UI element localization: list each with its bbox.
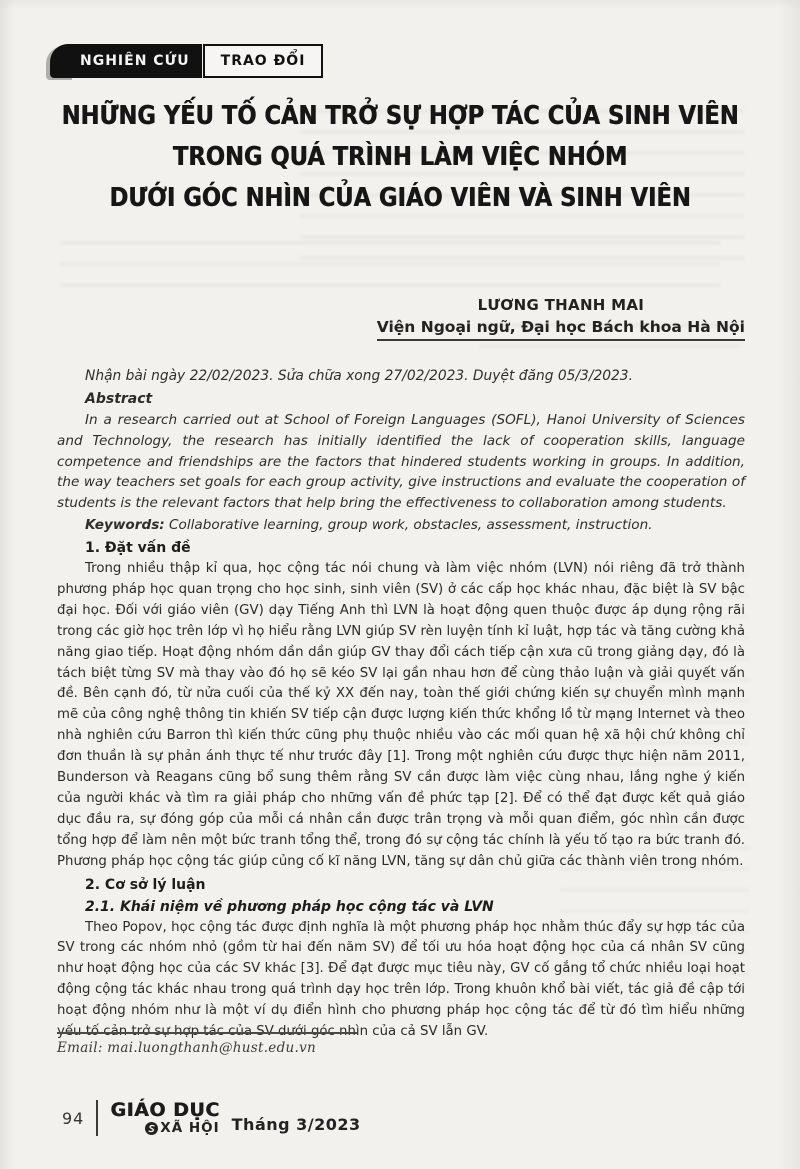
abstract-text: In a research carried out at School of Foreign Languages (SOFL), Hanoi University of Sciences and Technology, the research has initially identified the lack of cooperation skills, language competence and friendships are the factors that hindered students working in groups. In addition, the way teachers set goals for each group activity, give instructions and evaluate the cooperation of students is the relevant factors that help bring the effectiveness to collaboration among students. <box>57 412 745 512</box>
section-2-1-subheading: 2.1. Khái niệm về phương pháp học cộng tác và LVN <box>85 898 494 915</box>
article-body <box>57 366 745 1043</box>
badge-category-label: NGHIÊN CỨU <box>76 44 202 78</box>
page-footer <box>62 1100 361 1136</box>
article-title-line-1: NHỮNG YẾU TỐ CẢN TRỞ SỰ HỢP TÁC CỦA SINH VIÊN <box>61 101 739 131</box>
article-title-line-3: DƯỚI GÓC NHÌN CỦA GIÁO VIÊN VÀ SINH VIÊN <box>109 183 691 213</box>
badge-corner-decoration <box>50 44 76 78</box>
section-badge <box>50 44 323 78</box>
issue-date: Tháng 3/2023 <box>231 1115 361 1134</box>
abstract-heading: Abstract <box>85 391 153 407</box>
section-2-heading: 2. Cơ sở lý luận <box>85 876 206 893</box>
journal-logo-line-2-wrap <box>110 1119 220 1136</box>
article-title-line-2: TRONG QUÁ TRÌNH LÀM VIỆC NHÓM <box>172 142 628 172</box>
journal-logo-line-2: XÃ HỘI <box>160 1119 220 1136</box>
journal-logo <box>110 1098 220 1136</box>
author-footnote <box>57 1032 387 1056</box>
submission-dates: Nhận bài ngày 22/02/2023. Sửa chữa xong 27/02/2023. Duyệt đăng 05/3/2023. <box>85 368 633 384</box>
footnote-divider <box>57 1032 357 1034</box>
page-number: 94 <box>62 1108 85 1128</box>
section-1-paragraph: Trong nhiều thập kỉ qua, học cộng tác nói chung và làm việc nhóm (LVN) nói riêng đã trở thành phương pháp học quan trọng cho học sinh, sinh viên (SV) ở các cấp học khác nhau, đặc biệt là SV bậc đại học. Đối với giáo viên (GV) dạy Tiếng Anh thì LVN là hoạt động quen thuộc được áp dụng rộng rãi trong các giờ học trên lớp vì họ hiểu rằng LVN giúp SV rèn luyện tính kỉ luật, hợp tác và tăng cường khả năng giao tiếp. Hoạt động nhóm dần dần giúp GV thay đổi cách tiếp cận xưa cũ trong giảng dạy, đó là tách biệt từng SV mà thay vào đó họ sẽ kéo SV lại gần nhau hơn để cùng thảo luận và giải quyết vấn đề. Bên cạnh đó, từ nửa cuối của thế kỷ XX đến nay, toàn thế giới chứng kiến sự chuyển mình mạnh mẽ của công nghệ thông tin khiến SV tiếp cận được lượng kiến thức khổng lồ từ mạng Internet và theo nhà nghiên cứu Barron thì kiến thức cũng phụ thuộc nhiều vào các mối quan hệ xã hội chứ không chỉ đơn thuần là sự phản ánh thực tế như trước đây [1]. Trong một nghiên cứu được thực hiện năm 2011, Bunderson và Reagans cũng bổ sung thêm rằng SV cần được làm việc cùng nhau, lắng nghe ý kiến của người khác và tìm ra giải pháp cho những vấn đề phức tạp [2]. Để có thể đạt được kết quả giáo dục đầu ra, sự đóng góp của mỗi cá nhân cần được trân trọng và mỗi quan điểm, góc nhìn cần được tổng hợp để làm nên một bức tranh tổng thể, trong đó sự cộng tác chính là yếu tố tạo ra bức tranh đó. Phương pháp học cộng tác giúp củng cố kĩ năng LVN, tăng sự dân chủ giữa các thành viên trong nhóm. <box>57 560 745 869</box>
author-email: Email: mai.luongthanh@hust.edu.vn <box>57 1040 317 1056</box>
author-block <box>377 296 745 341</box>
section-2-paragraph: Theo Popov, học cộng tác được định nghĩa là một phương pháp học nhằm thúc đẩy sự hợp tác của SV trong các nhóm nhỏ (gồm từ hai đến năm SV) để tối ưu hóa hoạt động học của cá nhân SV cũng như hoạt động học của các SV khác [3]. Để đạt được mục tiêu này, GV cố gắng tổ chức nhiều loại hoạt động cộng tác khác nhau trong quá trình dạy học trên lớp. Trong khuôn khổ bài viết, tác giả đề cập tới hoạt động nhóm như là một ví dụ điển hình cho phương pháp học cộng tác để từ đó tìm hiểu những yếu tố cản trở sự hợp tác của SV dưới góc nhìn của cả SV lẫn GV. <box>57 919 745 1040</box>
keywords-label: Keywords: <box>85 516 165 533</box>
author-affiliation: Viện Ngoại ngữ, Đại học Bách khoa Hà Nội <box>377 318 745 341</box>
keywords-line <box>57 515 745 536</box>
journal-logo-line-1: GIÁO DỤC <box>110 1098 220 1121</box>
bleed-through-texture <box>60 228 720 292</box>
section-1-heading: 1. Đặt vấn đề <box>85 539 191 556</box>
article-title <box>0 96 800 219</box>
author-name: LƯƠNG THANH MAI <box>477 296 645 314</box>
footer-divider <box>96 1100 98 1136</box>
badge-subcategory-label: TRAO ĐỔI <box>203 44 324 78</box>
keywords-text: Collaborative learning, group work, obstacles, assessment, instruction. <box>164 516 653 533</box>
globe-icon <box>145 1122 158 1135</box>
